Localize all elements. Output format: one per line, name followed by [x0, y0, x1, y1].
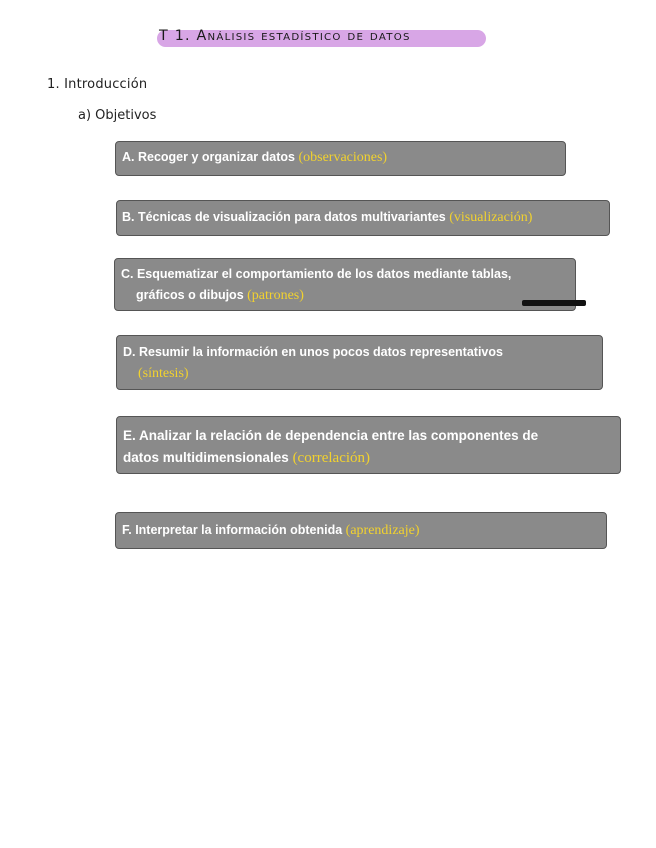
objective-keyword: (observaciones): [298, 150, 388, 165]
objective-line-2: [121, 285, 569, 306]
pen-underline-mark: [522, 300, 586, 306]
objective-line-1: D. Resumir la información en unos pocos datos representativos: [123, 345, 503, 359]
objective-keyword: (visualización): [449, 210, 533, 225]
page-title: T 1. Análisis estadístico de datos: [159, 28, 411, 44]
objective-text: [123, 342, 596, 384]
objective-label: F. Interpretar la información obtenida: [122, 523, 343, 537]
objective-text: [122, 207, 607, 228]
objective-box-a: [115, 141, 566, 176]
objective-text: [122, 520, 600, 541]
objective-line-1: C. Esquematizar el comportamiento de los datos mediante tablas,: [121, 267, 512, 281]
objective-line-2: [123, 447, 614, 469]
objective-keyword: (patrones): [247, 288, 304, 303]
objective-line-2: [123, 363, 596, 384]
objective-box-d: [116, 335, 603, 390]
objective-box-c: [114, 258, 576, 311]
objective-label: A. Recoger y organizar datos: [122, 150, 295, 164]
objective-label: datos multidimensionales: [123, 450, 289, 465]
objective-keyword: (aprendizaje): [345, 523, 420, 538]
objective-text: [121, 264, 569, 306]
objective-text: [122, 147, 559, 168]
objective-keyword: (síntesis): [138, 366, 189, 381]
objective-box-b: [116, 200, 610, 236]
objective-text: [123, 425, 614, 469]
objective-keyword: (correlación): [292, 450, 371, 466]
objective-label: gráficos o dibujos: [136, 288, 244, 302]
objective-label: B. Técnicas de visualización para datos multivariantes: [122, 210, 446, 224]
objective-box-e: [116, 416, 621, 474]
page-title-container: [155, 27, 488, 49]
objective-box-f: [115, 512, 607, 549]
objective-line-1: E. Analizar la relación de dependencia entre las componentes de: [123, 428, 539, 443]
section-heading: 1. Introducción: [47, 77, 148, 92]
subsection-heading: a) Objetivos: [78, 108, 157, 123]
